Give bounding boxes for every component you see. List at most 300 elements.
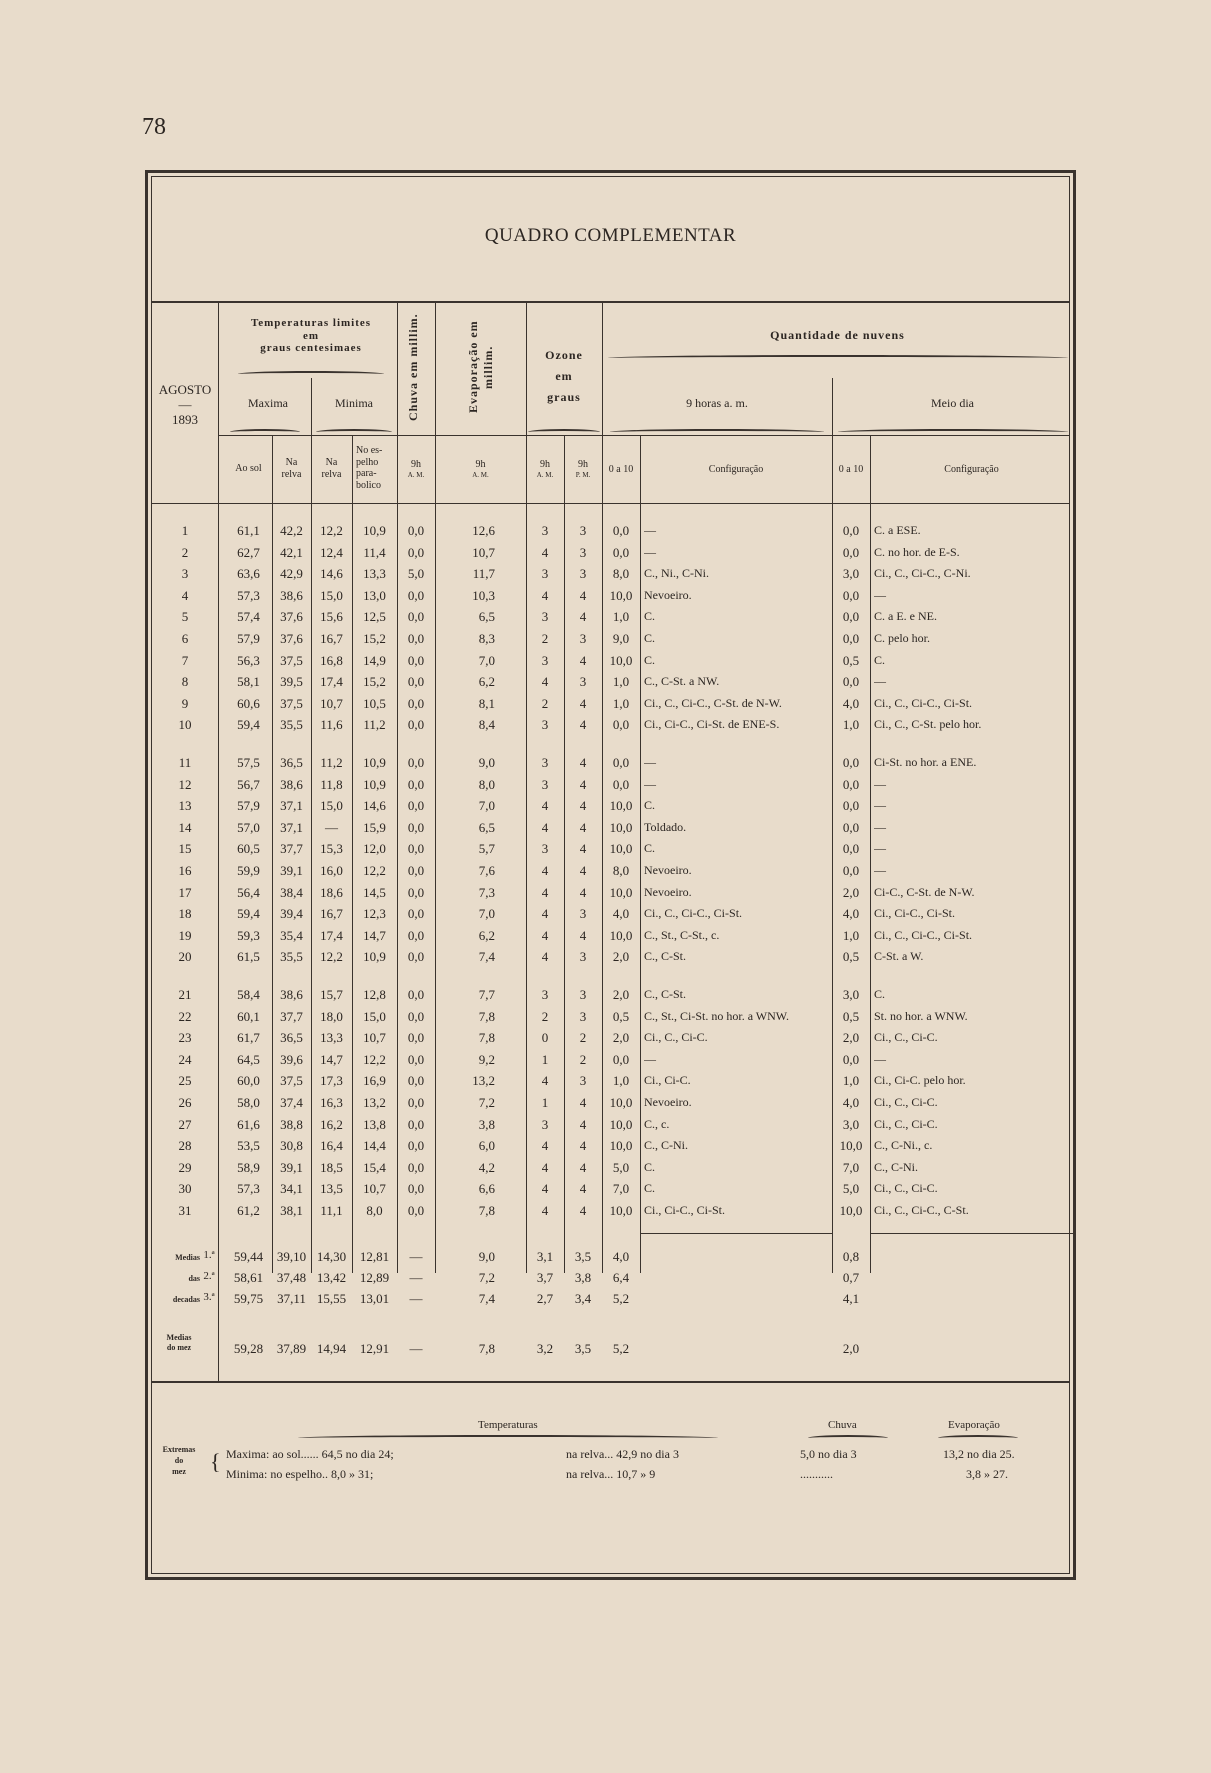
cell-ao-sol: 56,4	[237, 884, 260, 900]
cell-nuvens-9h: 2,0	[612, 987, 630, 1002]
cell-evaporacao: 5,7	[478, 841, 495, 857]
cell-ozone-pm: 4	[579, 1203, 587, 1218]
cell-nuvens-meio-dia: 0,0	[842, 674, 860, 690]
cell-config-9h: C., C-St. a NW.	[644, 674, 720, 689]
cell-ozone-am: 4	[541, 1159, 549, 1175]
cell-ozone-pm: 4	[579, 927, 587, 943]
month-label: AGOSTO	[158, 382, 212, 397]
cell-config-meio-dia: Ci., C., Ci-C.	[874, 1095, 938, 1109]
cell-ozone-pm: 3,5	[574, 1249, 592, 1264]
cell-evaporacao: 7,4	[478, 949, 495, 965]
cell-day: 17	[178, 884, 192, 900]
footer-max-line: Maxima: ao sol...... 64,5 no dia 24;	[226, 1447, 394, 1461]
ozone-pm-label: P. M.	[575, 470, 591, 479]
cell-min-relva: 14,30	[316, 1249, 347, 1264]
cell-espelho: 10,7	[363, 1030, 386, 1046]
cell-ozone-am: 4	[541, 1203, 549, 1218]
cell-day: 5	[181, 609, 189, 625]
nuvens-header: Quantidade de nuvens	[770, 328, 905, 342]
cell-min-relva: 15,55	[316, 1291, 347, 1306]
cell-config-meio-dia: C.	[874, 652, 886, 667]
cell-config-9h: C., St., C-St., c.	[644, 927, 720, 942]
cell-ozone-am: 4	[541, 1073, 549, 1089]
mez-label-line2: do mez	[166, 1343, 192, 1353]
cell-nuvens-meio-dia: 0,0	[842, 841, 860, 857]
cell-ao-sol: 56,7	[237, 776, 260, 792]
cell-nuvens-meio-dia: 0,5	[842, 652, 860, 668]
cell-config-meio-dia: C. a E. e NE.	[874, 609, 937, 624]
table-row	[148, 755, 1073, 776]
cell-min-relva: 15,0	[320, 587, 343, 603]
cell-nuvens-meio-dia: 0,0	[842, 544, 860, 560]
table-row	[148, 1095, 1073, 1116]
table-row	[148, 1249, 1073, 1270]
cell-nuvens-9h: 0,0	[612, 755, 630, 770]
cell-day: 19	[178, 927, 192, 943]
cell-nuvens-meio-dia: 4,1	[842, 1291, 860, 1306]
cell-config-meio-dia: —	[874, 798, 886, 813]
cell-nuvens-meio-dia: 3,0	[842, 566, 860, 582]
cell-config-meio-dia: Ci., Ci-C. pelo hor.	[874, 1073, 966, 1088]
cell-config-9h: Nevoeiro.	[644, 884, 692, 899]
cell-ozone-pm: 4	[579, 609, 587, 625]
cell-chuva: 0,0	[407, 652, 425, 668]
table-row	[148, 1009, 1073, 1030]
cell-nuvens-meio-dia: 4,0	[842, 906, 860, 922]
cell-evaporacao: 12,6	[472, 523, 495, 538]
cell-config-meio-dia: —	[874, 841, 886, 856]
extremas-label	[150, 1445, 208, 1477]
cell-ozone-pm: 3	[579, 674, 587, 690]
table-frame	[145, 170, 1076, 1580]
cell-nuvens-9h: 10,0	[609, 1138, 633, 1154]
extremas-line3: mez	[172, 1466, 186, 1476]
cell-ozone-am: 4	[541, 884, 549, 900]
cell-ozone-am: 4	[541, 819, 549, 835]
cell-ozone-am: 3	[541, 987, 549, 1002]
table-row	[148, 928, 1073, 949]
cell-chuva: 0,0	[407, 1095, 425, 1110]
cell-ozone-pm: 4	[579, 841, 587, 857]
cell-config-9h: C.	[644, 1181, 656, 1196]
cell-min-relva: 12,2	[320, 949, 343, 965]
table-row	[148, 631, 1073, 652]
cell-config-9h: Nevoeiro.	[644, 587, 692, 602]
cell-max-relva: 38,8	[280, 1116, 303, 1132]
cell-ozone-am: 3,1	[536, 1249, 554, 1264]
cell-evaporacao: 7,2	[478, 1270, 495, 1285]
cell-ozone-am: 3	[541, 755, 549, 770]
cell-chuva: 0,0	[407, 587, 425, 603]
month-cell-ao-sol: 59,28	[233, 1341, 264, 1356]
cell-ao-sol: 58,4	[237, 987, 260, 1002]
cell-nuvens-meio-dia: 1,0	[842, 927, 860, 943]
footer-temp-brace	[298, 1435, 718, 1441]
cell-espelho: 12,5	[363, 609, 386, 625]
cell-nuvens-9h: 10,0	[609, 927, 633, 943]
cell-ao-sol: 61,1	[237, 523, 260, 538]
cell-max-relva: 38,4	[280, 884, 303, 900]
cell-ao-sol: 57,4	[237, 609, 260, 625]
cell-config-meio-dia: Ci., C., Ci-C., Ci-St.	[874, 927, 973, 942]
decadas-label-line3: decadas	[172, 1295, 200, 1304]
cell-day: 18	[178, 906, 192, 922]
cell-config-9h: C., Ni., C-Ni.	[644, 566, 710, 581]
cell-nuvens-9h: 0,0	[612, 717, 630, 733]
cell-day: 4	[181, 587, 189, 603]
cell-chuva: 0,0	[407, 1008, 425, 1024]
config9-end-line	[640, 1233, 832, 1234]
cell-day: 14	[178, 819, 192, 835]
cell-espelho: 10,9	[363, 949, 386, 965]
cell-config-9h: Nevoeiro.	[644, 863, 692, 877]
cell-nuvens-meio-dia: 10,0	[839, 1203, 863, 1218]
cell-config-meio-dia: Ci., C., Ci-C., Ci-St.	[874, 695, 973, 710]
cell-config-meio-dia: C. a ESE.	[874, 523, 921, 537]
cell-min-relva: 15,3	[320, 841, 343, 857]
cell-min-relva: 13,3	[320, 1030, 343, 1046]
cell-evaporacao: 8,0	[478, 776, 495, 792]
cell-config-9h: C.	[644, 609, 656, 624]
cell-min-relva: 18,0	[320, 1008, 343, 1024]
temp-group-line1: Temperaturas limites	[250, 317, 372, 329]
cell-ao-sol: 57,9	[237, 798, 260, 814]
cell-config-meio-dia: —	[874, 819, 886, 834]
decadas-label	[150, 1247, 200, 1310]
cell-ao-sol: 60,5	[237, 841, 260, 857]
cell-nuvens-9h: 10,0	[609, 798, 633, 814]
cell-max-relva: 38,1	[280, 1203, 303, 1218]
cell-nuvens-9h: 0,0	[612, 776, 630, 792]
cell-ozone-pm: 2	[579, 1030, 587, 1046]
cell-espelho: 13,8	[363, 1116, 386, 1132]
cell-chuva: 0,0	[407, 819, 425, 835]
cell-max-relva: 37,1	[280, 798, 303, 814]
cell-ozone-am: 4	[541, 949, 549, 965]
cell-evaporacao: 6,2	[478, 927, 495, 943]
table-row	[148, 653, 1073, 674]
cell-ao-sol: 57,9	[237, 631, 260, 646]
cell-espelho: 12,2	[363, 1051, 386, 1067]
cell-nuvens-meio-dia: 4,0	[842, 695, 860, 711]
cell-evaporacao: 9,0	[478, 755, 495, 770]
cell-ozone-am: 3	[541, 523, 549, 538]
cell-evaporacao: 6,2	[478, 674, 495, 690]
cell-ozone-am: 4	[541, 544, 549, 560]
cell-espelho: 15,4	[363, 1159, 386, 1175]
cell-min-relva: 12,2	[320, 523, 343, 538]
footer-chuva: Chuva	[828, 1419, 857, 1431]
cell-nuvens-meio-dia: 0,0	[842, 798, 860, 814]
cell-config-meio-dia: C.	[874, 987, 886, 1001]
cell-ozone-pm: 4	[579, 1116, 587, 1132]
cell-ao-sol: 61,5	[237, 949, 260, 965]
cell-min-relva: 13,42	[316, 1270, 347, 1285]
cell-nuvens-9h: 6,4	[612, 1270, 630, 1285]
cell-config-9h: —	[644, 755, 656, 769]
cell-espelho: 10,9	[363, 776, 386, 792]
cell-ozone-pm: 4	[579, 1138, 587, 1154]
cell-config-meio-dia: Ci., C., Ci-C., C-Ni.	[874, 566, 971, 581]
cell-ozone-pm: 4	[579, 717, 587, 733]
cell-nuvens-9h: 10,0	[609, 587, 633, 603]
cell-ao-sol: 53,5	[237, 1138, 260, 1154]
table-row	[148, 1160, 1073, 1181]
cell-config-meio-dia: Ci., C., Ci-C.	[874, 1030, 938, 1045]
cell-config-9h: C., C-Ni.	[644, 1138, 689, 1153]
cell-evaporacao: 7,4	[478, 1291, 495, 1306]
cell-nuvens-9h: 1,0	[612, 674, 630, 690]
cell-nuvens-9h: 10,0	[609, 884, 633, 900]
cell-max-relva: 38,6	[280, 587, 303, 603]
table-row	[148, 1181, 1073, 1202]
cell-nuvens-meio-dia: 3,0	[842, 1116, 860, 1132]
cell-config-9h: —	[644, 776, 656, 791]
cell-chuva: 0,0	[407, 863, 425, 878]
cell-evaporacao: 10,7	[472, 544, 495, 560]
temp-group-brace	[238, 371, 384, 377]
cell-config-meio-dia: C. pelo hor.	[874, 631, 930, 645]
table-row	[148, 1270, 1073, 1291]
cell-max-relva: 39,6	[280, 1051, 303, 1067]
cell-config-9h: Ci., C., Ci-C.	[644, 1030, 708, 1045]
cell-config-9h: Toldado.	[644, 819, 687, 834]
cell-min-relva: 14,6	[320, 566, 343, 582]
cell-espelho: 14,6	[363, 798, 386, 814]
cell-min-relva: 15,0	[320, 798, 343, 814]
cell-ozone-am: 2	[541, 1008, 549, 1024]
cell-max-relva: 37,7	[280, 1008, 303, 1024]
cell-espelho: 15,0	[363, 1008, 386, 1024]
ozone-am-9h: 9h	[540, 459, 550, 470]
cell-evaporacao: 6,5	[478, 609, 495, 625]
cell-ao-sol: 59,4	[237, 717, 260, 733]
cell-min-relva: 15,6	[320, 609, 343, 625]
subheader-line	[218, 435, 1069, 436]
month-cell-ozone-pm: 3,5	[574, 1341, 592, 1356]
cell-max-relva: 37,5	[280, 695, 303, 711]
cell-ozone-pm: 3	[579, 949, 587, 965]
cell-ao-sol: 57,5	[237, 755, 260, 770]
cell-espelho: 13,0	[363, 587, 386, 603]
cell-espelho: 13,3	[363, 566, 386, 582]
cell-evaporacao: 13,2	[472, 1073, 495, 1089]
cell-ao-sol: 59,3	[237, 927, 260, 943]
minima-header: Minima	[335, 396, 373, 410]
cell-espelho: 15,2	[363, 674, 386, 690]
cell-day: 8	[181, 674, 189, 690]
table-row	[148, 717, 1073, 738]
month-cell-nuvens-meio-dia: 2,0	[842, 1341, 860, 1356]
cell-config-9h: —	[644, 544, 656, 559]
cell-evaporacao: 8,1	[478, 695, 495, 711]
table-row	[148, 777, 1073, 798]
cell-ozone-pm: 3,8	[574, 1270, 592, 1285]
cell-ao-sol: 57,3	[237, 1181, 260, 1197]
evap-9h: 9h	[475, 459, 486, 470]
cell-ao-sol: 57,0	[237, 819, 260, 835]
cell-evaporacao: 3,8	[478, 1116, 495, 1132]
cell-config-9h: C., C-St.	[644, 949, 687, 964]
cell-max-relva: 42,9	[280, 566, 303, 582]
cell-nuvens-9h: 1,0	[612, 609, 630, 625]
cell-nuvens-9h: 0,5	[612, 1008, 630, 1024]
cell-espelho: 12,89	[359, 1270, 390, 1285]
cell-espelho: 10,7	[363, 1181, 386, 1197]
cell-max-relva: 37,5	[280, 1073, 303, 1089]
cell-max-relva: 39,4	[280, 906, 303, 922]
cell-max-relva: 39,1	[280, 863, 303, 878]
cell-chuva: —	[409, 1291, 423, 1306]
cell-max-relva: 42,1	[280, 544, 303, 560]
cell-nuvens-meio-dia: 0,5	[842, 1008, 860, 1024]
cell-max-relva: 35,4	[280, 927, 303, 943]
cell-day: 20	[178, 949, 192, 965]
espelho-line2: pelho	[356, 456, 379, 468]
cell-evaporacao: 8,4	[478, 717, 495, 733]
cell-chuva: 0,0	[407, 927, 425, 943]
cell-nuvens-meio-dia: 0,0	[842, 523, 860, 538]
cell-max-relva: 35,5	[280, 717, 303, 733]
cell-ozone-am: 1	[541, 1051, 549, 1067]
n9-scale-header: 0 a 10	[608, 464, 634, 475]
mez-label	[150, 1333, 208, 1354]
table-row	[148, 523, 1073, 544]
cell-nuvens-9h: 9,0	[612, 631, 630, 646]
table-row	[148, 674, 1073, 695]
cell-chuva: 0,0	[407, 1116, 425, 1132]
cell-chuva: 0,0	[407, 1030, 425, 1046]
nove-horas-header: 9 horas a. m.	[686, 396, 748, 410]
cell-day: 27	[178, 1116, 192, 1132]
cell-nuvens-meio-dia: 3,0	[842, 987, 860, 1002]
cell-espelho: 14,7	[363, 927, 386, 943]
cm-config-header: Configuração	[944, 464, 999, 475]
cell-ozone-am: 4	[541, 798, 549, 814]
cell-min-relva: 16,4	[320, 1138, 343, 1154]
cell-max-relva: 37,4	[280, 1095, 303, 1110]
cell-config-9h: C., C-St.	[644, 987, 687, 1001]
cell-chuva: 0,0	[407, 609, 425, 625]
cell-max-relva: 37,11	[277, 1291, 306, 1306]
cell-espelho: 12,0	[363, 841, 386, 857]
min-relva-line2: relva	[321, 468, 342, 480]
cell-ao-sol: 60,0	[237, 1073, 260, 1089]
c9-config-header: Configuração	[708, 464, 764, 475]
cell-config-9h: —	[644, 523, 656, 537]
title-separator	[152, 301, 1069, 303]
cell-chuva: 0,0	[407, 1203, 425, 1218]
cell-espelho: 10,9	[363, 523, 386, 538]
cell-espelho: 10,5	[363, 695, 386, 711]
cell-ao-sol: 59,44	[233, 1249, 264, 1264]
footer-max-relva: na relva... 42,9 no dia 3	[566, 1447, 679, 1461]
ozone-header	[526, 345, 602, 408]
cell-min-relva: 18,6	[320, 884, 343, 900]
cell-nuvens-meio-dia: 0,7	[842, 1270, 860, 1285]
cell-day: 15	[178, 841, 192, 857]
cell-espelho: 13,01	[359, 1291, 390, 1306]
decadas-label-line2: das	[188, 1274, 200, 1283]
cell-config-9h: Ci., C., Ci-C., Ci-St.	[644, 906, 743, 921]
cell-espelho: 8,0	[366, 1203, 383, 1218]
cell-config-9h: C.	[644, 798, 656, 813]
cell-max-relva: 38,6	[280, 776, 303, 792]
cell-nuvens-meio-dia: 7,0	[842, 1159, 860, 1175]
cell-nuvens-meio-dia: 1,0	[842, 717, 860, 733]
cell-ozone-am: 4	[541, 863, 549, 878]
month-cell-evaporacao: 7,8	[478, 1341, 495, 1356]
ozone-line1: Ozone	[545, 348, 583, 362]
cell-max-relva: 30,8	[280, 1138, 303, 1154]
cell-ao-sol: 64,5	[237, 1051, 260, 1067]
cell-min-relva: 11,1	[320, 1203, 343, 1218]
cell-espelho: 16,9	[363, 1073, 386, 1089]
cell-nuvens-meio-dia: 5,0	[842, 1181, 860, 1197]
cell-max-relva: 39,5	[280, 674, 303, 690]
cell-day: 11	[178, 755, 192, 770]
cell-evaporacao: 7,8	[478, 1203, 495, 1218]
cell-ao-sol: 56,3	[237, 652, 260, 668]
cell-day: 23	[178, 1030, 192, 1046]
table-row	[148, 798, 1073, 819]
cell-day: 16	[178, 863, 192, 878]
month-cell-espelho: 12,91	[359, 1341, 390, 1356]
footer-chuva-min: ...........	[800, 1467, 833, 1481]
cell-nuvens-9h: 0,0	[612, 1051, 630, 1067]
cell-ao-sol: 58,61	[233, 1270, 264, 1285]
table-row	[148, 609, 1073, 630]
cell-config-9h: C.	[644, 841, 656, 856]
cell-day: 28	[178, 1138, 192, 1154]
cell-config-meio-dia: —	[874, 1051, 886, 1066]
cell-espelho: 10,9	[363, 755, 386, 770]
month-cell-ozone-am: 3,2	[536, 1341, 554, 1356]
cell-nuvens-9h: 2,0	[612, 949, 630, 965]
cell-day: 7	[181, 652, 189, 668]
min-relva-header	[311, 457, 352, 480]
month-cell-max-relva: 37,89	[276, 1341, 307, 1356]
chuva-9h: 9h	[411, 459, 421, 470]
cell-nuvens-9h: 5,0	[612, 1159, 630, 1175]
cell-evaporacao: 7,0	[478, 798, 495, 814]
cell-config-meio-dia: St. no hor. a WNW.	[874, 1008, 968, 1023]
cell-ozone-pm: 4	[579, 884, 587, 900]
ozone-line3: graus	[547, 390, 581, 404]
footer-min-line: Minima: no espelho.. 8,0 » 31;	[226, 1467, 374, 1481]
cell-nuvens-9h: 10,0	[609, 1095, 633, 1110]
cell-chuva: 0,0	[407, 1138, 425, 1154]
cell-nuvens-meio-dia: 0,0	[842, 755, 860, 770]
table-row	[148, 1291, 1073, 1312]
table-row	[148, 588, 1073, 609]
cell-min-relva: 16,2	[320, 1116, 343, 1132]
cell-nuvens-9h: 1,0	[612, 695, 630, 711]
cell-min-relva: 11,8	[320, 776, 343, 792]
cell-ao-sol: 61,2	[237, 1203, 260, 1218]
cell-ozone-am: 3	[541, 566, 549, 582]
cell-min-relva: 11,2	[320, 755, 343, 770]
table-row	[148, 841, 1073, 862]
cell-ao-sol: 60,6	[237, 695, 260, 711]
decadas-label-line1: Medias	[175, 1253, 200, 1262]
cell-nuvens-9h: 8,0	[612, 863, 630, 878]
cell-chuva: 0,0	[407, 544, 425, 560]
cell-config-9h: Ci., Ci-C., Ci-St.	[644, 1203, 726, 1217]
footer-temperaturas: Temperaturas	[478, 1419, 538, 1431]
cell-ao-sol: 58,1	[237, 674, 260, 690]
cell-nuvens-9h: 10,0	[609, 1203, 633, 1218]
